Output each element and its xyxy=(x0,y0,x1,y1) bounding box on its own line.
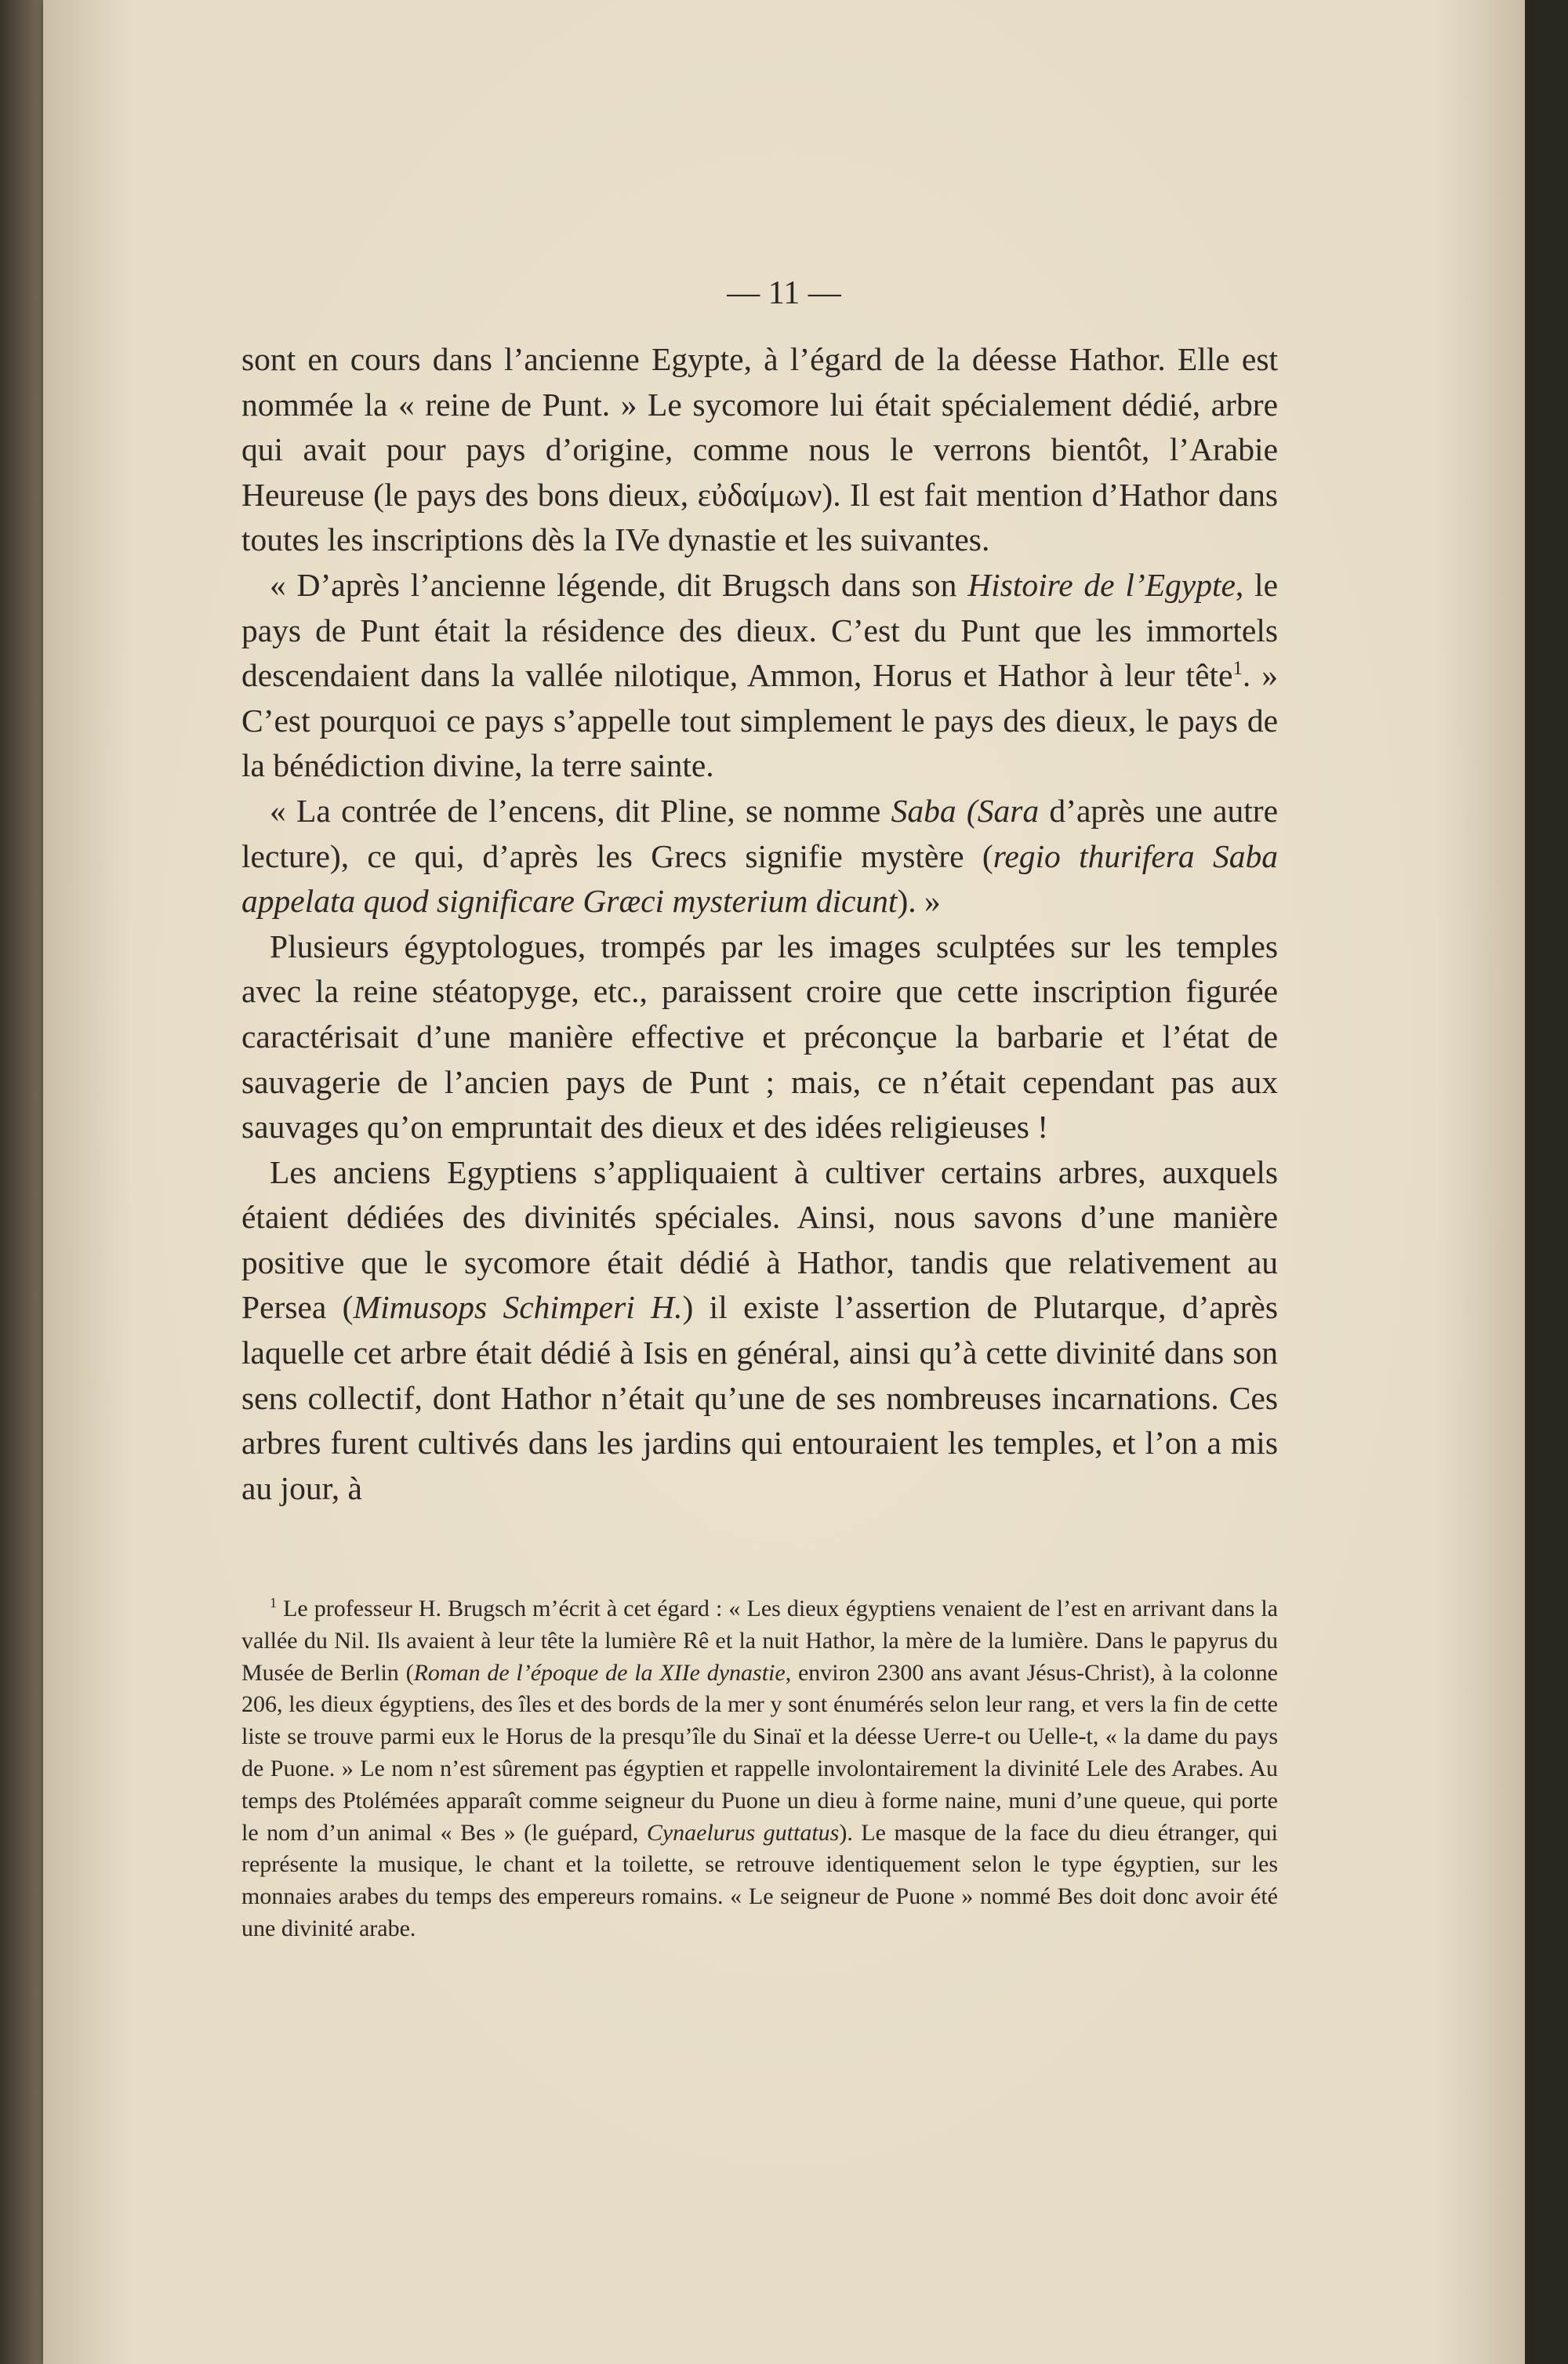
paragraph-3-part-c: d’après une autre lecture), ce qui, d’après les Grecs signifie mystère ( xyxy=(241,792,1278,874)
page-number: — 11 — xyxy=(727,275,841,311)
paragraph-5-part-a: Les anciens Egyptiens s’appliquaient à cultiver certains arbres, auxquels étaient dédiées des divinités spéciales. Ainsi, nous savons d’une manière positive que le sycomore était dédié à Hathor, tandis que relativement au Persea ( xyxy=(241,1153,1278,1326)
book-page xyxy=(43,0,1525,2364)
footnotes xyxy=(241,1593,1278,1945)
paragraph-2 xyxy=(241,563,1278,789)
paragraph-3-italic-latin: regio thurifera Saba appelata quod significare Græci mysterium dicunt xyxy=(241,837,1278,920)
paragraph-3-italic-saba: Saba (Sara xyxy=(891,792,1040,829)
background-edge xyxy=(1525,0,1568,2364)
paragraph-3 xyxy=(241,789,1278,924)
paragraph-2-italic-title: Histoire de l’Egypte xyxy=(967,566,1236,603)
footnote-italic-roman: Roman de l’époque de la XIIe dynastie xyxy=(413,1659,786,1686)
footnote-reference: 1 xyxy=(1232,658,1243,680)
footnote-part-a: Le professeur H. Brugsch m’écrit à cet égard : « Les dieux égyptiens venaient de l’est en arrivant dans la vallée du Nil. Ils avaient à leur tête la lumière Rê et la nuit Hathor, la mère de la lumière. Dans le papyrus du Musée de Berlin ( xyxy=(241,1596,1278,1686)
paragraph-3-part-a: « La contrée de l’encens, dit Pline, se nomme xyxy=(270,792,891,829)
paragraph-5-part-c: ) il existe l’assertion de Plutarque, d’après laquelle cet arbre était dédié à Isis en général, ainsi qu’à cette divinité dans son sens collectif, dont Hathor n’était qu’une de ses nombreuses incarnations. Ces arbres furent cultivés dans les jardins qui entouraient les temples, et l’on a mis au jour, à xyxy=(241,1289,1278,1506)
paragraph-5-italic-species: Mimusops Schimperi H. xyxy=(353,1289,683,1326)
footnote-part-c: , environ 2300 ans avant Jésus-Christ), à la colonne 206, les dieux égyptiens, des îles et des bords de la mer y sont énumérés selon leur rang, et vers la fin de cette liste se trouve parmi eux le Horus de la presqu’île du Sinaï et la déesse Uerre-t ou Uelle-t, « la dame du pays de Puone. » Le nom n’est sûrement pas égyptien et rappelle involontairement la divinité Lele des Arabes. Au temps des Ptolémées apparaît comme seigneur du Puone un dieu à forme naine, muni d’une queue, qui porte le nom d’un animal « Bes » (le guépard, xyxy=(241,1659,1278,1846)
footnote-marker: 1 xyxy=(270,1595,277,1610)
footnote-part-e: ). Le masque de la face du dieu étranger, qui représente la musique, le chant et la toilette, se retrouve identiquement selon le type égyptien, sur les monnaies arabes du temps des empereurs romains. « Le seigneur de Puone » nommé Bes doit donc avoir été une divinité arabe. xyxy=(241,1819,1278,1941)
footnote-1 xyxy=(241,1593,1278,1945)
paragraph-2-part-c: , le pays de Punt était la résidence des dieux. C’est du Punt que les immortels descendaient dans la vallée nilotique, Ammon, Horus et Hathor à leur tête xyxy=(241,566,1278,694)
paragraph-2-part-a: « D’après l’ancienne légende, dit Brugsch dans son xyxy=(270,566,968,603)
body-text xyxy=(241,337,1278,1511)
paragraph-3-part-e: ). » xyxy=(897,883,941,920)
paragraph-5 xyxy=(241,1150,1278,1512)
paragraph-4: Plusieurs égyptologues, trompés par les images sculptées sur les temples avec la reine stéatopyge, etc., paraissent croire que cette inscription figurée caractérisait d’une manière effective et préconçue la barbarie et l’état de sauvagerie de l’ancien pays de Punt ; mais, ce n’était cependant pas aux sauvages qu’on empruntait des dieux et des idées religieuses ! xyxy=(241,928,1278,1146)
paragraph-2-part-d: . » C’est pourquoi ce pays s’appelle tout simplement le pays des dieux, le pays de la bénédiction divine, la terre sainte. xyxy=(241,657,1278,784)
footnote-italic-species: Cynaelurus guttatus xyxy=(646,1819,840,1846)
paragraph-1: sont en cours dans l’ancienne Egypte, à l’égard de la déesse Hathor. Elle est nommée la « reine de Punt. » Le sycomore lui était spécialement dédié, arbre qui avait pour pays d’origine, comme nous le verrons bientôt, l’Arabie Heureuse (le pays des bons dieux, εὐδαίμων). Il est fait mention d’Hathor dans toutes les inscriptions dès la IVe dynastie et les suivantes. xyxy=(241,341,1278,558)
